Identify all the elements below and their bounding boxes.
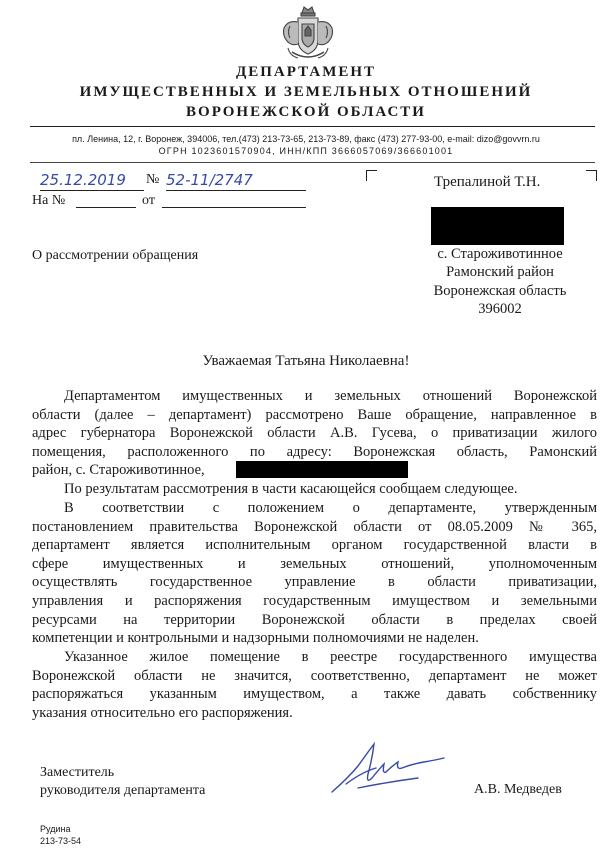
body-line: помещения, расположенного по адресу: Воронежская область, Рамонский <box>32 443 597 460</box>
registration-number-handwritten: 52-11/2747 <box>166 170 306 191</box>
department-title-line1: ДЕПАРТАМЕНТ <box>235 64 377 80</box>
body-line: осуществлять государственное управление в области приватизации, <box>32 574 597 591</box>
body-line: сфере имущественных и земельных отношений, уполномоченным <box>32 555 597 572</box>
body-line: В соответствии с положением о департаменте, утвержденным <box>64 500 597 516</box>
letterhead-divider-top <box>30 126 595 127</box>
body-line: ресурсами на территории Воронежской области в пределах своей <box>32 611 597 628</box>
redaction-block <box>236 461 408 478</box>
signatory-position <box>40 764 205 800</box>
reference-number-label: На № <box>32 193 66 208</box>
reference-number-blank <box>76 207 136 208</box>
body-line: управления и распоряжения государственным имуществом и земельными <box>32 592 597 609</box>
redaction-block <box>431 207 564 245</box>
body-line: указания относительно его распоряжения. <box>32 704 293 721</box>
signatory-position-line2: руководителя департамента <box>40 783 206 798</box>
body-paragraph-3 <box>32 499 597 648</box>
address-corner-mark-right <box>586 170 597 181</box>
body-line: распоряжаться указанным имуществом, а также давать собственнику <box>32 686 597 703</box>
body-line: Указанное жилое помещение в реестре государственного имущества <box>64 649 597 665</box>
recipient-address-line: Рамонский район <box>446 264 554 280</box>
recipient-postal-code: 396002 <box>478 301 522 317</box>
body-line: район, с. Староживотинное, <box>32 462 205 479</box>
recipient-address-line: Воронежская область <box>433 283 567 299</box>
recipient-address-line: с. Староживотинное <box>437 246 563 262</box>
department-title-line3: ВОРОНЕЖСКОЙ ОБЛАСТИ <box>186 104 426 120</box>
registration-number-label: № <box>146 172 160 187</box>
body-line: области (далее – департамент) рассмотрено Ваше обращение, направленное в <box>32 406 597 423</box>
reference-date-blank <box>162 207 306 208</box>
body-line: постановлением правительства Воронежской области от 08.05.2009 № 365, <box>32 518 597 535</box>
executor-phone: 213-73-54 <box>40 836 82 846</box>
recipient-name: Трепалиной Т.Н. <box>434 174 541 190</box>
department-title-line2: ИМУЩЕСТВЕННЫХ И ЗЕМЕЛЬНЫХ ОТНОШЕНИЙ <box>79 84 533 100</box>
body-line: Департаментом имущественных и земельных отношений Воронежской <box>64 388 597 404</box>
salutation: Уважаемая Татьяна Николаевна! <box>202 353 410 369</box>
executor-name: Рудина <box>40 824 71 834</box>
reference-from-label: от <box>142 193 155 208</box>
handwritten-signature-icon <box>328 738 448 796</box>
body-line: департамент является исполнительным органом государственной власти в <box>32 537 597 554</box>
department-contact-line: пл. Ленина, 12, г. Воронеж, 394006, тел.(473) 213-73-65, 213-73-89, факс (473) 277-93-00, e-mail: dizo@govvrn.ru <box>72 134 540 144</box>
body-line: компетенции и контрольными и надзорными полномочиями не наделен. <box>32 630 479 647</box>
letter-subject: О рассмотрении обращения <box>32 248 199 263</box>
body-line: По результатам рассмотрения в части касающейся сообщаем следующее. <box>64 481 518 497</box>
body-line: адрес губернатора Воронежской области А.В. Гусева, о приватизации жилого <box>32 425 597 442</box>
address-corner-mark-left <box>366 170 377 181</box>
letterhead-divider-bottom <box>30 162 595 163</box>
signatory-name: А.В. Медведев <box>474 782 562 797</box>
executor-info <box>40 823 81 847</box>
signatory-position-line1: Заместитель <box>40 765 115 780</box>
body-line: Воронежской области не значится, соответственно, департамент не может <box>32 667 597 684</box>
body-paragraph-4 <box>32 648 597 722</box>
coat-of-arms-emblem-icon <box>278 4 338 66</box>
department-ogrn-line: ОГРН 1023601570904, ИНН/КПП 3666057069/366601001 <box>158 146 454 156</box>
registration-date-handwritten: 25.12.2019 <box>40 170 144 191</box>
body-paragraph-2 <box>32 480 597 499</box>
